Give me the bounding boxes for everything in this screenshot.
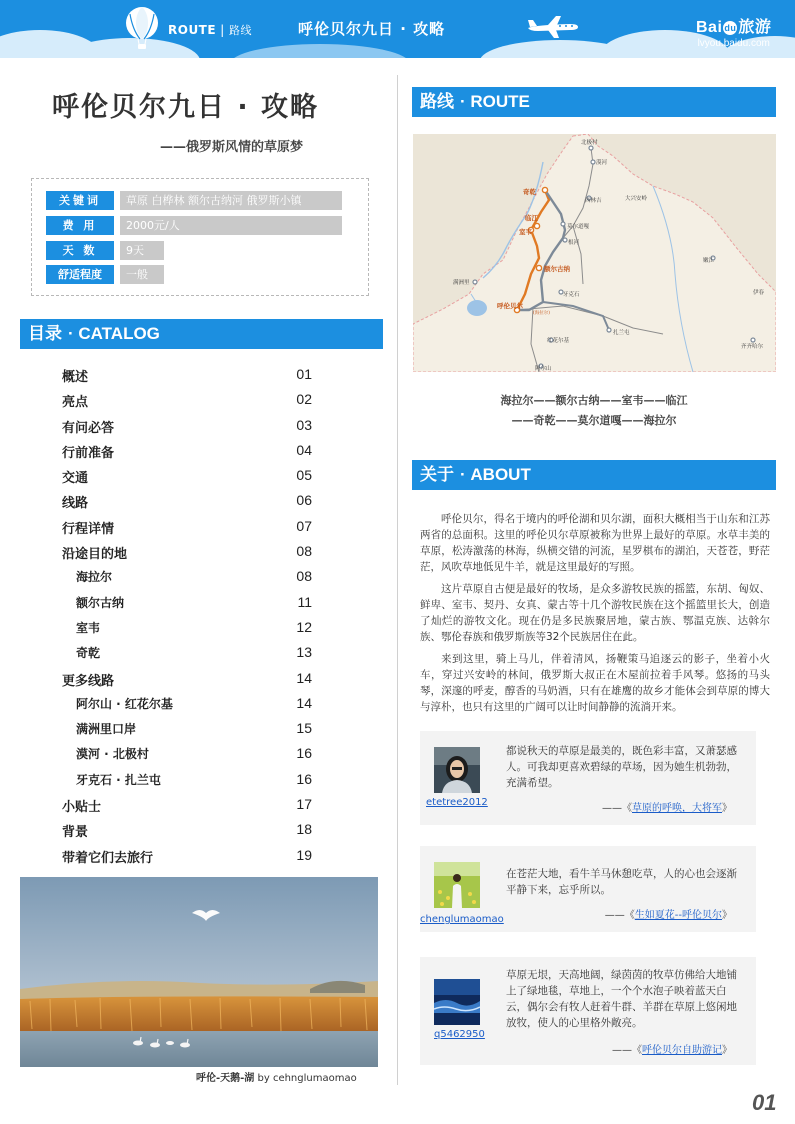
map-label-hailaer-note: (海拉尔) (533, 311, 551, 316)
cost-value: 2000元/人 (120, 216, 342, 235)
catalog-item-page: 13 (296, 644, 312, 661)
catalog-title-cn: 目录 (28, 324, 62, 344)
map-label-shiwei: 室韦 (519, 228, 532, 236)
paw-icon: du (724, 23, 737, 33)
header-route-en: ROUTE (168, 23, 217, 37)
catalog-item-label: 线路 (62, 496, 89, 512)
map-label-moerdaoga: 莫尔道嘎 (567, 224, 590, 230)
catalog-item-page: 03 (296, 416, 312, 433)
catalog-item[interactable] (62, 594, 312, 619)
about-text (420, 511, 770, 721)
logo-text-left: Bai (696, 19, 723, 36)
catalog-item-page: 02 (296, 391, 312, 408)
map-label-hulunbeier: 呼伦贝尔 (497, 302, 523, 310)
catalog-item-label: 背景 (62, 825, 89, 841)
catalog-item-label: 更多线路 (62, 673, 115, 689)
catalog-item-page: 01 (296, 366, 312, 382)
catalog-item[interactable] (62, 467, 312, 492)
catalog-item-label: 沿途目的地 (62, 547, 128, 563)
user-quote-card (420, 957, 756, 1065)
map-label-linjiang: 临江 (525, 214, 538, 222)
catalog-item[interactable] (62, 821, 312, 846)
map-label-yakeshi: 牙克石 (563, 292, 580, 298)
map-label-beiji: 北极村 (581, 140, 598, 146)
catalog-item[interactable] (62, 745, 312, 770)
catalog-item-label: 有问必答 (62, 420, 115, 436)
catalog-item[interactable] (62, 518, 312, 543)
map-label-nenjiang: 嫩江 (703, 258, 715, 264)
page-number: 01 (752, 1090, 777, 1115)
swan-lake-photo (20, 877, 378, 1067)
catalog-item-page: 16 (296, 770, 312, 787)
route-line-1: 海拉尔——额尔古纳——室韦——临江 (500, 394, 688, 407)
catalog-item-page: 08 (296, 543, 312, 560)
catalog-item-label: 额尔古纳 (76, 595, 125, 610)
map-label-xilinji: 西林吉 (585, 198, 602, 204)
quote-source (612, 1041, 732, 1056)
catalog-header (20, 319, 383, 349)
route-title-cn: 路线 (420, 92, 454, 112)
avatar (434, 747, 480, 793)
catalog-item[interactable] (62, 847, 312, 872)
quote-source-prefix: ——《 (604, 910, 635, 921)
quote-source-suffix: 》 (722, 803, 732, 814)
comfort-label: 舒适程度 (46, 265, 114, 284)
photo-caption (196, 1069, 357, 1084)
catalog-item[interactable] (62, 442, 312, 467)
catalog-item[interactable] (62, 492, 312, 517)
about-header (412, 460, 776, 490)
catalog-item[interactable] (62, 720, 312, 745)
catalog-item[interactable] (62, 619, 312, 644)
catalog-item-label: 小贴士 (62, 800, 102, 816)
header-route-cn: 路线 (228, 24, 252, 37)
catalog-item[interactable] (62, 771, 312, 796)
catalog-item[interactable] (62, 568, 312, 593)
logo-url: lvyou.baidu.com (697, 38, 770, 49)
route-description (412, 391, 776, 431)
days-value: 9天 (120, 241, 164, 260)
catalog-item-page: 07 (296, 517, 312, 534)
map-label-erguna: 额尔古纳 (544, 265, 570, 273)
quote-source-link[interactable]: 草原的呼唤，大将军 (632, 803, 722, 814)
route-header (412, 87, 776, 117)
catalog-item-label: 概述 (62, 370, 89, 385)
quote-source-prefix: ——《 (612, 1045, 642, 1056)
avatar (434, 862, 480, 908)
catalog-item-page: 06 (296, 492, 312, 509)
catalog-item-page: 05 (296, 467, 312, 484)
page-subtitle: ——俄罗斯风情的草原梦 (160, 140, 304, 155)
airplane-icon (526, 15, 580, 39)
catalog-item-label: 室韦 (76, 620, 101, 635)
catalog-item-label: 奇乾 (76, 646, 101, 661)
catalog-item-page: 14 (296, 669, 312, 686)
catalog-item[interactable] (62, 670, 312, 695)
catalog-item-page: 14 (296, 694, 312, 711)
about-paragraph: 这片草原自古便是最好的牧场，是众多游牧民族的摇篮，东胡、匈奴、鲜卑、室韦、契丹、女真、蒙古等十几个游牧民族在这个摇篮里长大，创造了灿烂的游牧文化。现在仍是多民族聚居地，蒙古族、鄂温克族、达斡尔族、鄂伦春族和俄罗斯族等32个民族居住在此。 (420, 583, 770, 643)
about-paragraph: 呼伦贝尔，得名于境内的呼伦湖和贝尔湖，面积大概相当于山东和江苏两省的总面积。这里的呼伦贝尔草原被称为世界上最好的草原。水草丰美的草原，松涛激荡的林海，纵横交错的河流，星罗棋布的湖泊，天苍苍，野茫茫，风吹草地低见牛羊，就是这里最好的写照。 (420, 513, 770, 573)
landscape-image (20, 877, 378, 1067)
caption-title: 呼伦-天鹅-湖 (196, 1073, 255, 1084)
catalog-item-label: 行程详情 (62, 521, 115, 537)
catalog-item-label: 交通 (62, 471, 89, 487)
quote-source-suffix: 》 (722, 1045, 732, 1056)
caption-author: by cehnglumaomao (257, 1073, 357, 1084)
page-title: 呼伦贝尔九日 · 攻略 (52, 92, 320, 123)
about-paragraph: 来到这里，骑上马儿，伴着清风，扬鞭策马追逐云的影子，坐着小火车，穿过兴安岭的林间，俄罗斯大叔正在木屋前拉着手风琴。悠扬的马头琴，深邃的呼麦，醇香的马奶酒，只有在雄鹰的故乡才能体会到草原的博大与淳朴，也只有这里的广阔可以让时间静静的流淌开来。 (420, 653, 770, 713)
catalog-item[interactable] (62, 796, 312, 821)
quote-source-link[interactable]: 呼伦贝尔自助游记 (642, 1045, 722, 1056)
catalog-item-page: 18 (296, 821, 312, 838)
map-label-mohe: 漠河 (596, 160, 608, 166)
about-title-en: · ABOUT (460, 465, 531, 484)
catalog-item[interactable] (62, 543, 312, 568)
catalog-item-page: 16 (296, 745, 312, 762)
header-route-tag: ROUTE | 路线 (168, 23, 252, 37)
route-map (413, 134, 776, 372)
keyword-value: 草原 白桦林 额尔古纳河 俄罗斯小镇 (120, 191, 342, 210)
catalog-item-label: 牙克石 · 扎兰屯 (76, 772, 161, 787)
catalog-item-page: 12 (296, 618, 312, 635)
map-label-qiqian: 奇乾 (523, 188, 536, 196)
quote-source (605, 906, 732, 921)
catalog-item[interactable] (62, 391, 312, 416)
map-label-qiqihaer: 齐齐哈尔 (741, 344, 764, 350)
catalog-list (62, 366, 312, 872)
catalog-item-label: 阿尔山 · 红花尔基 (76, 696, 173, 711)
user-link[interactable]: etetree2012 (426, 797, 488, 808)
quote-text: 都说秋天的草原是最美的，既色彩丰富，又萧瑟感人。可我却更喜欢碧绿的草场，因为她生机勃勃，充满希望。 (506, 745, 737, 789)
quote-source-link[interactable]: 生如夏花--呼伦贝尔 (634, 910, 722, 921)
keyword-box (31, 178, 369, 296)
route-map-image (413, 134, 776, 372)
avatar (434, 979, 480, 1025)
map-label-daxinganling: 大兴安岭 (625, 196, 648, 202)
quote-source (602, 799, 732, 814)
catalog-item-label: 海拉尔 (76, 570, 113, 585)
catalog-item-page: 04 (296, 441, 312, 458)
catalog-title-en: · CATALOG (68, 324, 160, 343)
column-divider (397, 75, 398, 1085)
catalog-item-label: 亮点 (62, 395, 89, 411)
map-label-aershan: 阿尔山 (535, 366, 552, 372)
catalog-item-page: 08 (296, 568, 312, 585)
catalog-item[interactable] (62, 644, 312, 669)
map-label-hongshan: 红花尔基 (547, 338, 570, 344)
route-line-2: ——奇乾——莫尔道嘎——海拉尔 (511, 414, 677, 427)
hot-air-balloon-icon (124, 6, 160, 50)
catalog-item[interactable] (62, 417, 312, 442)
catalog-item[interactable] (62, 366, 312, 391)
route-title-en: · ROUTE (460, 92, 530, 111)
quote-source-prefix: ——《 (602, 803, 632, 814)
catalog-item-page: 15 (296, 720, 312, 737)
catalog-item-label: 行前准备 (62, 445, 115, 461)
days-label: 天 数 (46, 241, 114, 260)
header-cloud (230, 44, 410, 58)
catalog-item-page: 11 (297, 593, 312, 610)
catalog-item-label: 漠河 · 北极村 (76, 747, 149, 762)
cost-label: 费 用 (46, 216, 114, 235)
map-label-zhalantun: 扎兰屯 (613, 330, 630, 336)
quote-source-suffix: 》 (722, 910, 732, 921)
keyword-label: 关键词 (46, 191, 114, 210)
user-link[interactable]: q5462950 (434, 1029, 485, 1040)
catalog-item-label: 带着它们去旅行 (62, 850, 154, 866)
map-label-yichun: 伊春 (753, 290, 765, 296)
page-header (0, 0, 795, 58)
catalog-item[interactable] (62, 695, 312, 720)
catalog-item-page: 19 (296, 846, 312, 863)
map-label-manzhouli: 满洲里 (453, 280, 470, 286)
about-title-cn: 关于 (420, 465, 454, 485)
user-quote-card (420, 731, 756, 825)
quote-text: 在苍茫大地，看牛羊马休憩吃草，人的心也会逐渐平静下来，忘乎所以。 (506, 868, 737, 896)
catalog-item-label: 满洲里口岸 (76, 722, 137, 737)
comfort-value: 一般 (120, 265, 164, 284)
baidu-travel-logo[interactable] (696, 14, 771, 49)
catalog-item-page: 17 (296, 796, 312, 813)
logo-text-right: 旅游 (738, 19, 772, 36)
user-link[interactable]: chenglumaomao (420, 914, 504, 925)
quote-text: 草原无垠，天高地阔，绿茵茵的牧草仿佛给大地铺上了绿地毯，草地上，一个个水泡子映着蓝天白云，偶尔会有牧人赶着牛群、羊群在草原上悠闲地放牧，使人的心里格外敞亮。 (506, 969, 737, 1029)
user-quote-card (420, 846, 756, 932)
map-label-genhe: 根河 (568, 240, 580, 246)
header-title: 呼伦贝尔九日 · 攻略 (298, 20, 446, 38)
